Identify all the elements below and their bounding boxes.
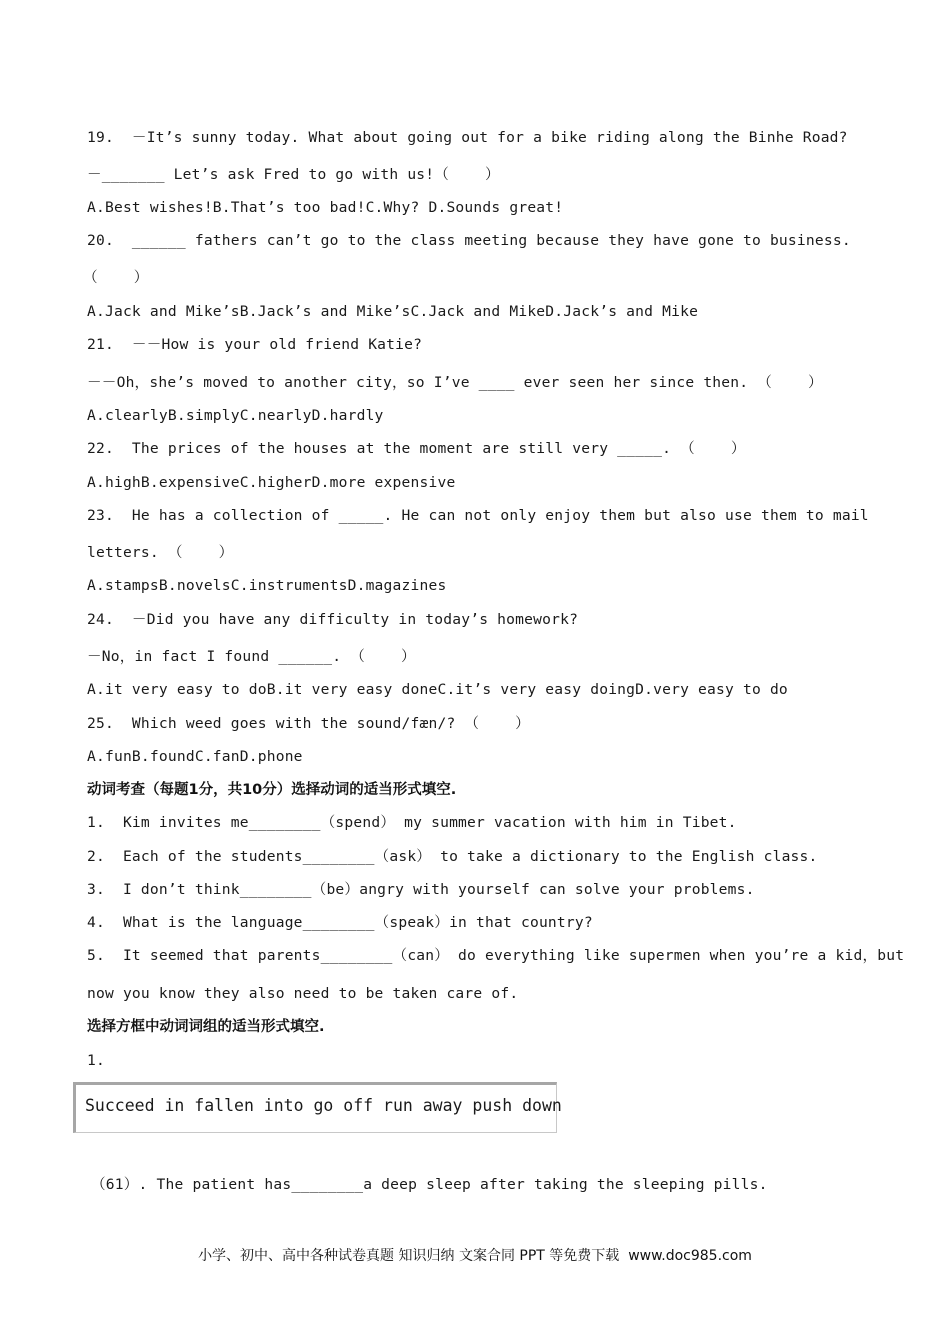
- q24-reply: －No，in fact I found ______. （ ）: [87, 648, 416, 665]
- phrase-question-number: 1.: [87, 1052, 105, 1069]
- q23-continuation: letters. （ ）: [87, 544, 234, 561]
- q24-options: A.it very easy to doB.it very easy doneC.it’s very easy doingD.very easy to do: [87, 681, 788, 698]
- q25-prompt: 25. Which weed goes with the sound/fæn/? （ ）: [87, 715, 530, 732]
- q21-reply: －－Oh，she’s moved to another city，so I’ve ____ ever seen her since then. （ ）: [87, 374, 823, 391]
- q19-options: A.Best wishes!B.That’s too bad!C.Why? D.Sounds great!: [87, 199, 564, 216]
- phrase-section-heading: 选择方框中动词词组的适当形式填空.: [87, 1019, 325, 1035]
- q21-options: A.clearlyB.simplyC.nearlyD.hardly: [87, 407, 384, 424]
- q61-sentence: （61）. The patient has________a deep sleep after taking the sleeping pills.: [91, 1176, 768, 1193]
- q24-prompt: 24. －Did you have any difficulty in today’s homework?: [87, 611, 579, 628]
- q22-options: A.highB.expensiveC.higherD.more expensive: [87, 474, 456, 491]
- q19-prompt: 19. －It’s sunny today. What about going out for a bike riding along the Binhe Road?: [87, 129, 848, 146]
- q20-options: A.Jack and Mike’sB.Jack’s and Mike’sC.Jack and MikeD.Jack’s and Mike: [87, 303, 699, 320]
- verb-item-3: 3. I don’t think________（be）angry with yourself can solve your problems.: [87, 881, 755, 898]
- q25-options: A.funB.foundC.fanD.phone: [87, 748, 303, 765]
- word-box-text: Succeed in fallen into go off run away push down: [85, 1096, 562, 1115]
- q21-prompt: 21. －－How is your old friend Katie?: [87, 336, 423, 353]
- verb-section-heading: 动词考查（每题1分，共10分）选择动词的适当形式填空.: [87, 782, 457, 798]
- q23-options: A.stampsB.novelsC.instrumentsD.magazines: [87, 577, 447, 594]
- verb-item-4: 4. What is the language________（speak）in that country?: [87, 914, 593, 931]
- page-footer: 小学、初中、高中各种试卷真题 知识归纳 文案合同 PPT 等免费下载 www.doc985.com: [198, 1248, 752, 1264]
- q20-prompt: 20. ______ fathers can’t go to the class meeting because they have gone to business.: [87, 232, 851, 249]
- q22-prompt: 22. The prices of the houses at the moment are still very _____. （ ）: [87, 440, 746, 457]
- q19-reply: －_______ Let’s ask Fred to go with us!（ ）: [87, 166, 500, 183]
- word-box: [73, 1082, 562, 1133]
- verb-item-5: 5. It seemed that parents________（can） do everything like supermen when you’re a kid，but: [87, 947, 905, 964]
- q20-bracket: （ ）: [83, 269, 149, 286]
- verb-item-5-continuation: now you know they also need to be taken care of.: [87, 985, 519, 1002]
- verb-item-2: 2. Each of the students________（ask） to take a dictionary to the English class.: [87, 848, 818, 865]
- q23-prompt: 23. He has a collection of _____. He can not only enjoy them but also use them to mail: [87, 507, 869, 524]
- verb-item-1: 1. Kim invites me________（spend） my summer vacation with him in Tibet.: [87, 814, 737, 831]
